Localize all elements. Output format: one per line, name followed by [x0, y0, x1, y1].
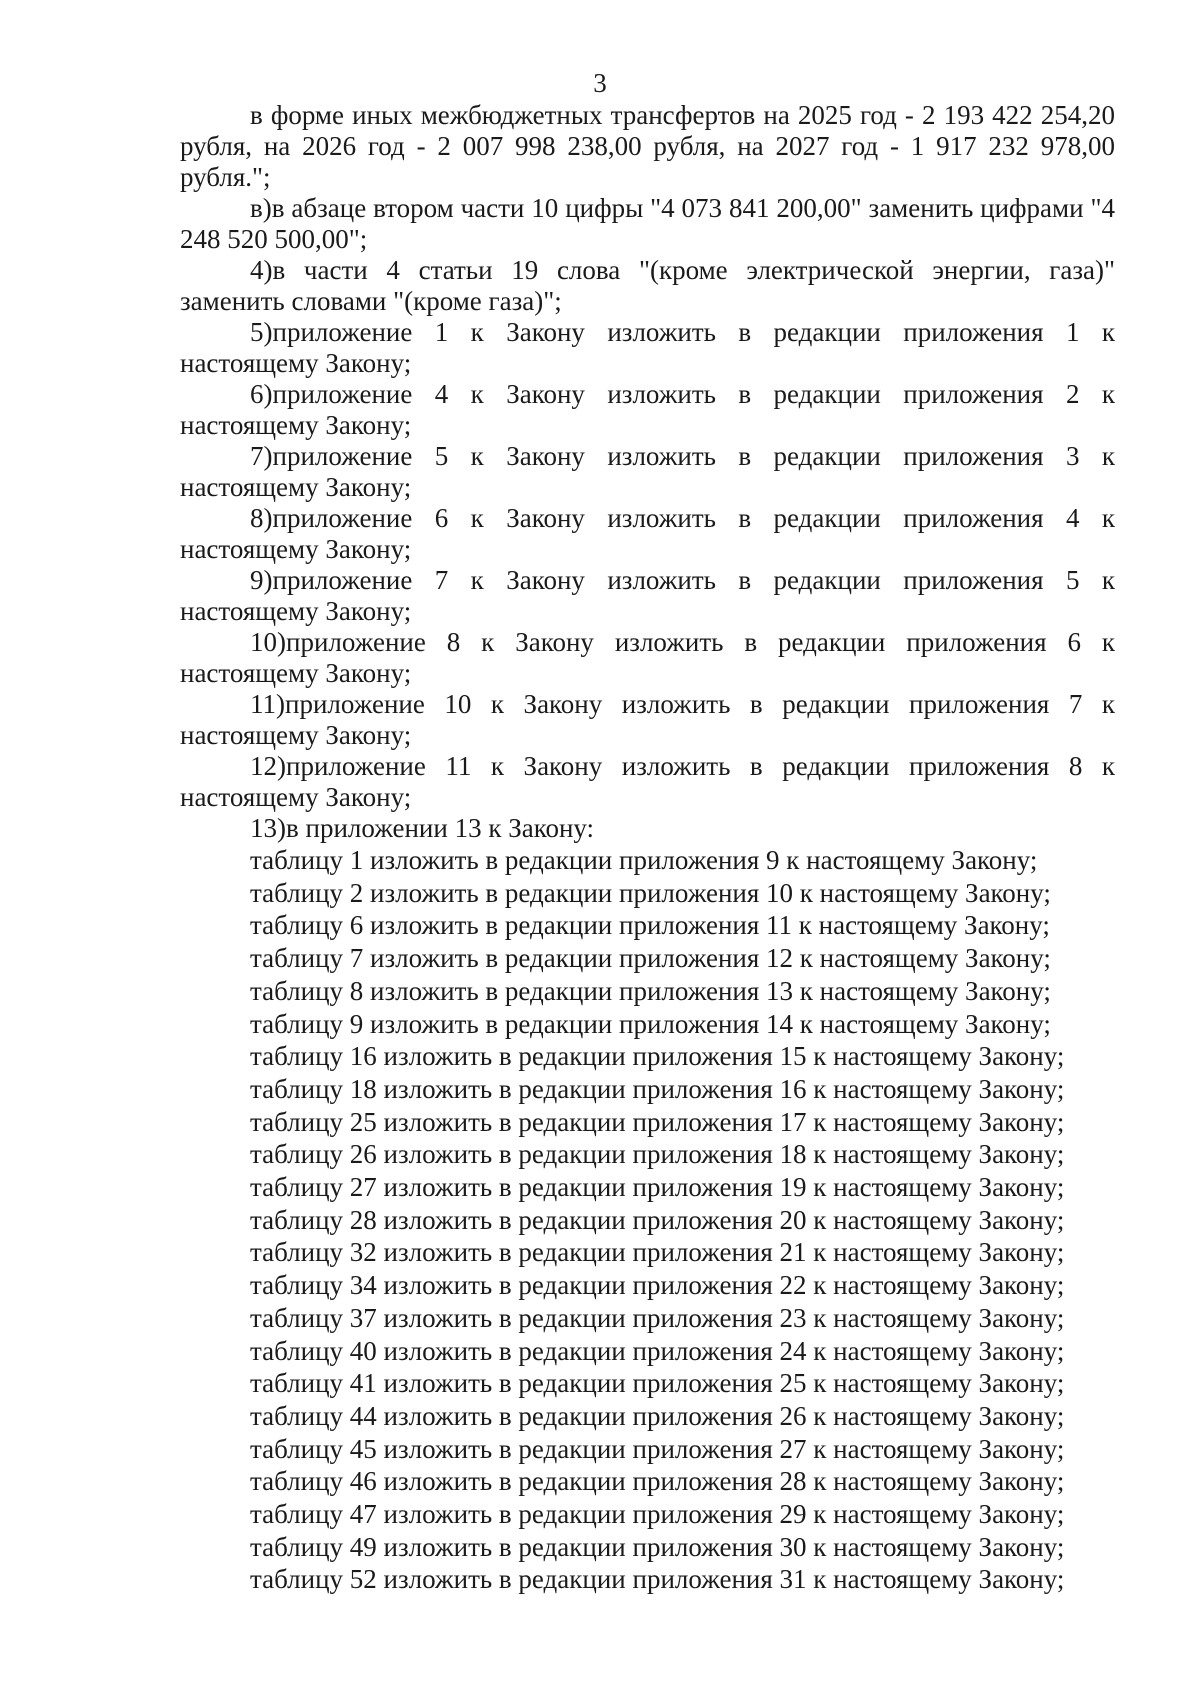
paragraph-item-8: 8)приложение 6 к Закону изложить в редакции приложения 4 к настоящему Закону;	[180, 503, 1115, 564]
list-item: таблицу 27 изложить в редакции приложения 19 к настоящему Закону;	[250, 1172, 1065, 1203]
list-item: таблицу 2 изложить в редакции приложения 10 к настоящему Закону;	[250, 877, 1051, 908]
page-number: 3	[593, 68, 607, 98]
table-replacement-list	[180, 844, 1115, 1596]
list-item: таблицу 40 изложить в редакции приложения 24 к настоящему Закону;	[250, 1335, 1065, 1366]
paragraph-item-11: 11)приложение 10 к Закону изложить в редакции приложения 7 к настоящему Закону;	[180, 689, 1115, 750]
paragraph-item-7: 7)приложение 5 к Закону изложить в редакции приложения 3 к настоящему Закону;	[180, 441, 1115, 502]
paragraph-item-6: 6)приложение 4 к Закону изложить в редакции приложения 2 к настоящему Закону;	[180, 379, 1115, 440]
list-item: таблицу 7 изложить в редакции приложения 12 к настоящему Закону;	[250, 943, 1051, 974]
list-item: таблицу 34 изложить в редакции приложения 22 к настоящему Закону;	[250, 1270, 1065, 1301]
list-item: таблицу 47 изложить в редакции приложения 29 к настоящему Закону;	[250, 1499, 1065, 1530]
document-body	[180, 100, 1115, 1596]
paragraph-item-9: 9)приложение 7 к Закону изложить в редакции приложения 5 к настоящему Закону;	[180, 565, 1115, 626]
list-item: таблицу 32 изложить в редакции приложения 21 к настоящему Закону;	[250, 1237, 1065, 1268]
list-item: таблицу 8 изложить в редакции приложения 13 к настоящему Закону;	[250, 975, 1051, 1006]
list-item: таблицу 1 изложить в редакции приложения 9 к настоящему Закону;	[250, 845, 1038, 875]
list-item: таблицу 16 изложить в редакции приложения 15 к настоящему Закону;	[250, 1041, 1065, 1072]
list-item: таблицу 28 изложить в редакции приложения 20 к настоящему Закону;	[250, 1204, 1065, 1235]
list-item: таблицу 25 изложить в редакции приложения 17 к настоящему Закону;	[250, 1106, 1065, 1137]
list-item: таблицу 44 изложить в редакции приложения 26 к настоящему Закону;	[250, 1400, 1065, 1431]
paragraph-item-v: в)в абзаце втором части 10 цифры "4 073 841 200,00" заменить цифрами "4 248 520 500,00";	[180, 193, 1115, 254]
list-item: таблицу 18 изложить в редакции приложения 16 к настоящему Закону;	[250, 1073, 1065, 1104]
list-item: таблицу 37 изложить в редакции приложения 23 к настоящему Закону;	[250, 1302, 1065, 1333]
list-item: таблицу 6 изложить в редакции приложения 11 к настоящему Закону;	[250, 910, 1050, 941]
list-item: таблицу 46 изложить в редакции приложения 28 к настоящему Закону;	[250, 1466, 1065, 1497]
list-item: таблицу 9 изложить в редакции приложения 14 к настоящему Закону;	[250, 1008, 1051, 1039]
paragraph-transfers: в форме иных межбюджетных трансфертов на 2025 год - 2 193 422 254,20 рубля, на 2026 год - 2 007 998 238,00 рубля, на 2027 год - 1 917 232 978,00 рубля.";	[180, 100, 1115, 192]
list-item: таблицу 26 изложить в редакции приложения 18 к настоящему Закону;	[250, 1139, 1065, 1170]
paragraph-item-10: 10)приложение 8 к Закону изложить в редакции приложения 6 к настоящему Закону;	[180, 627, 1115, 688]
list-item: таблицу 49 изложить в редакции приложения 30 к настоящему Закону;	[250, 1531, 1065, 1562]
paragraph-item-12: 12)приложение 11 к Закону изложить в редакции приложения 8 к настоящему Закону;	[180, 751, 1115, 812]
list-item: таблицу 41 изложить в редакции приложения 25 к настоящему Закону;	[250, 1368, 1065, 1399]
paragraph-item-5: 5)приложение 1 к Закону изложить в редакции приложения 1 к настоящему Закону;	[180, 317, 1115, 378]
paragraph-item-13: 13)в приложении 13 к Закону:	[250, 813, 595, 843]
paragraph-item-4: 4)в части 4 статьи 19 слова "(кроме электрической энергии, газа)" заменить словами "(кроме газа)";	[180, 255, 1115, 316]
list-item: таблицу 45 изложить в редакции приложения 27 к настоящему Закону;	[250, 1433, 1065, 1464]
list-item: таблицу 52 изложить в редакции приложения 31 к настоящему Закону;	[250, 1564, 1065, 1595]
